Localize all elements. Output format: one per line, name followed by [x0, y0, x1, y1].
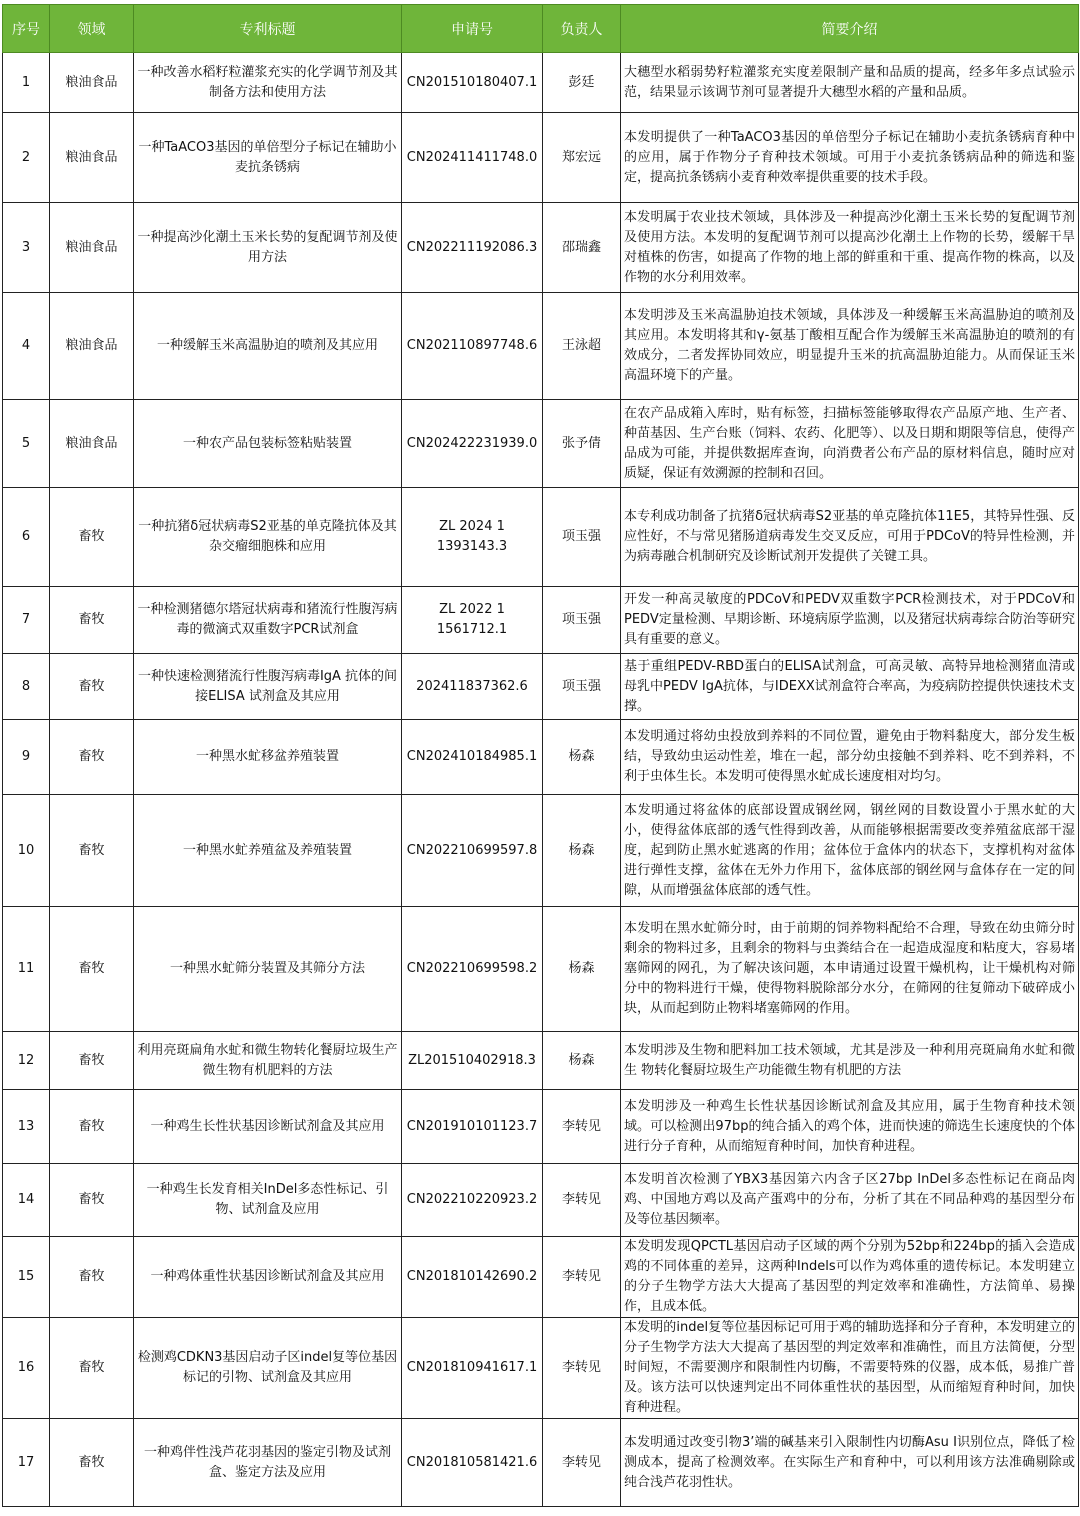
table-row: [3, 1090, 1079, 1164]
table-row: [3, 1419, 1079, 1507]
row-summary: 大穗型水稻弱势籽粒灌浆充实度差限制产量和品质的提高，经多年多点试验示范，结果显示该调节剂可显著提升大穗型水稻的产量和品质。: [621, 53, 1079, 113]
row-title: 一种黑水虻养殖盆及养殖装置: [134, 795, 402, 907]
row-title: 一种缓解玉米高温胁迫的喷剂及其应用: [134, 293, 402, 400]
row-field: 畜牧: [50, 1237, 134, 1318]
row-app: CN202210220923.2: [402, 1164, 543, 1237]
row-app: ZL201510402918.3: [402, 1032, 543, 1090]
row-field: 畜牧: [50, 1419, 134, 1507]
row-title: 一种鸡伴性浅芦花羽基因的鉴定引物及试剂盒、鉴定方法及应用: [134, 1419, 402, 1507]
row-title: 一种检测猪德尔塔冠状病毒和猪流行性腹泻病毒的微滴式双重数字PCR试剂盒: [134, 587, 402, 654]
row-summary: 本发明属于农业技术领域，具体涉及一种提高沙化潮土玉米长势的复配调节剂及使用方法。本发明的复配调节剂可以提高沙化潮土上作物的长势，缓解干旱对植株的伤害，如提高了作物的地上部的鲜重和干重、提高作物的株高，以及作物的水分利用效率。: [621, 203, 1079, 293]
row-app: CN202210699598.2: [402, 907, 543, 1032]
row-owner: 李转见: [543, 1090, 621, 1164]
row-owner: 杨森: [543, 907, 621, 1032]
row-num: 8: [3, 654, 50, 720]
row-field: 粮油食品: [50, 53, 134, 113]
table-row: [3, 1164, 1079, 1237]
row-field: 畜牧: [50, 1164, 134, 1237]
row-title: 一种黑水虻移盆养殖装置: [134, 720, 402, 795]
row-owner: 杨森: [543, 1032, 621, 1090]
row-num: 14: [3, 1164, 50, 1237]
row-num: 17: [3, 1419, 50, 1507]
row-app: CN202210699597.8: [402, 795, 543, 907]
row-owner: 杨森: [543, 795, 621, 907]
row-title: 一种黑水虻筛分装置及其筛分方法: [134, 907, 402, 1032]
row-owner: 杨森: [543, 720, 621, 795]
row-owner: 项玉强: [543, 488, 621, 587]
row-app: CN201910101123.7: [402, 1090, 543, 1164]
row-owner: 彭廷: [543, 53, 621, 113]
row-title: 一种抗猪δ冠状病毒S2亚基的单克隆抗体及其杂交瘤细胞株和应用: [134, 488, 402, 587]
row-title: 一种鸡生长发育相关InDel多态性标记、引物、试剂盒及应用: [134, 1164, 402, 1237]
table-row: [3, 1032, 1079, 1090]
row-num: 12: [3, 1032, 50, 1090]
row-summary: 本发明涉及生物和肥料加工技术领域，尤其是涉及一种利用亮斑扁角水虻和微生 物转化餐厨垃圾生产功能微生物有机肥的方法: [621, 1032, 1079, 1090]
table-row: [3, 400, 1079, 488]
row-title: 一种改善水稻籽粒灌浆充实的化学调节剂及其制备方法和使用方法: [134, 53, 402, 113]
row-summary: 基于重组PEDV-RBD蛋白的ELISA试剂盒，可高灵敏、高特异地检测猪血清或母乳中PEDV IgA抗体，与IDEXX试剂盒符合率高，为疫病防控提供快速技术支撑。: [621, 654, 1079, 720]
row-field: 粮油食品: [50, 293, 134, 400]
row-app: ZL 2024 1 1393143.3: [402, 488, 543, 587]
row-field: 粮油食品: [50, 400, 134, 488]
row-owner: 李转见: [543, 1237, 621, 1318]
row-field: 粮油食品: [50, 203, 134, 293]
row-summary: 本发明在黑水虻筛分时，由于前期的饲养物料配给不合理，导致在幼虫筛分时剩余的物料过多，且剩余的物料与虫粪结合在一起造成湿度和粘度大，容易堵塞筛网的网孔，为了解决该问题，本申请通过设置干燥机构，让干燥机构对筛分中的物料进行干燥，使得物料脱除部分水分，在筛网的往复筛动下破碎成小块，从而起到防止物料堵塞筛网的作用。: [621, 907, 1079, 1032]
header-row: [3, 5, 1079, 53]
table-row: [3, 587, 1079, 654]
table-row: [3, 654, 1079, 720]
row-summary: 本发明的indel复等位基因标记可用于鸡的辅助选择和分子育种，本发明建立的分子生物学方法大大提高了基因型的判定效率和准确性，而且方法简便，分型时间短，不需要测序和限制性内切酶，不需要特殊的仪器，成本低，易推广普及。该方法可以快速判定出不同体重性状的基因型，从而缩短育种时间，加快育种进程。: [621, 1318, 1079, 1419]
row-owner: 项玉强: [543, 587, 621, 654]
row-owner: 李转见: [543, 1164, 621, 1237]
row-field: 粮油食品: [50, 113, 134, 203]
row-num: 13: [3, 1090, 50, 1164]
row-num: 9: [3, 720, 50, 795]
row-title: 一种快速检测猪流行性腹泻病毒IgA 抗体的间接ELISA 试剂盒及其应用: [134, 654, 402, 720]
row-num: 5: [3, 400, 50, 488]
patent-table: [2, 4, 1079, 1507]
table-row: [3, 1237, 1079, 1318]
row-title: 一种TaACO3基因的单倍型分子标记在辅助小麦抗条锈病: [134, 113, 402, 203]
row-owner: 王泳超: [543, 293, 621, 400]
row-num: 6: [3, 488, 50, 587]
row-num: 3: [3, 203, 50, 293]
row-owner: 项玉强: [543, 654, 621, 720]
row-title: 一种鸡生长性状基因诊断试剂盒及其应用: [134, 1090, 402, 1164]
row-summary: 本发明涉及玉米高温胁迫技术领域，具体涉及一种缓解玉米高温胁迫的喷剂及其应用。本发明将其和γ-氨基丁酸相互配合作为缓解玉米高温胁迫的喷剂的有效成分，二者发挥协同效应，明显提升玉米的抗高温胁迫能力。从而保证玉米高温环境下的产量。: [621, 293, 1079, 400]
row-app: CN201810941617.1: [402, 1318, 543, 1419]
header-title: 专利标题: [134, 5, 402, 53]
row-app: 202411837362.6: [402, 654, 543, 720]
table-row: [3, 203, 1079, 293]
row-summary: 本发明通过改变引物3’端的碱基来引入限制性内切酶Asu Ⅰ识别位点，降低了检测成本，提高了检测效率。在实际生产和育种中，可以利用该方法准确剔除或纯合浅芦花羽性状。: [621, 1419, 1079, 1507]
row-summary: 本发明提供了一种TaACO3基因的单倍型分子标记在辅助小麦抗条锈病育种中的应用，属于作物分子育种技术领域。可用于小麦抗条锈病品种的筛选和鉴定，提高抗条锈病小麦育种效率提供重要的技术手段。: [621, 113, 1079, 203]
row-num: 2: [3, 113, 50, 203]
header-field: 领域: [50, 5, 134, 53]
row-title: 一种鸡体重性状基因诊断试剂盒及其应用: [134, 1237, 402, 1318]
header-owner: 负责人: [543, 5, 621, 53]
row-summary: 在农产品成箱入库时，贴有标签，扫描标签能够取得农产品原产地、生产者、种苗基因、生产台账（饲料、农药、化肥等）、以及日期和期限等信息，使得产品成为可能，并提供数据库查询，向消费者公布产品的原材料信息，随时应对质疑，保证有效溯源的控制和召回。: [621, 400, 1079, 488]
row-field: 畜牧: [50, 1032, 134, 1090]
header-num: 序号: [3, 5, 50, 53]
row-field: 畜牧: [50, 587, 134, 654]
row-owner: 邵瑞鑫: [543, 203, 621, 293]
row-num: 16: [3, 1318, 50, 1419]
table-row: [3, 907, 1079, 1032]
row-summary: 本发明发现QPCTL基因启动子区域的两个分别为52bp和224bp的插入会造成鸡的不同体重的差异，这两种Indels可以作为鸡体重的遗传标记。本发明建立的分子生物学方法大大提高了基因型的判定效率和准确性，方法简单、易操作，且成本低。: [621, 1237, 1079, 1318]
row-num: 4: [3, 293, 50, 400]
row-app: CN202422231939.0: [402, 400, 543, 488]
row-summary: 本专利成功制备了抗猪δ冠状病毒S2亚基的单克隆抗体11E5，其特异性强、反应性好，不与常见猪肠道病毒发生交叉反应，可用于PDCoV的特异性检测，并为病毒融合机制研究及诊断试剂开发提供了关键工具。: [621, 488, 1079, 587]
row-owner: 张予倩: [543, 400, 621, 488]
row-app: CN201510180407.1: [402, 53, 543, 113]
header-app: 申请号: [402, 5, 543, 53]
row-field: 畜牧: [50, 488, 134, 587]
row-owner: 李转见: [543, 1318, 621, 1419]
row-owner: 李转见: [543, 1419, 621, 1507]
row-field: 畜牧: [50, 795, 134, 907]
row-owner: 郑宏远: [543, 113, 621, 203]
table-row: [3, 293, 1079, 400]
row-num: 15: [3, 1237, 50, 1318]
row-title: 一种农产品包装标签粘贴装置: [134, 400, 402, 488]
table-row: [3, 488, 1079, 587]
table-row: [3, 113, 1079, 203]
row-app: CN202411411748.0: [402, 113, 543, 203]
row-app: CN201810581421.6: [402, 1419, 543, 1507]
table-row: [3, 1318, 1079, 1419]
table-row: [3, 795, 1079, 907]
row-num: 10: [3, 795, 50, 907]
table-row: [3, 720, 1079, 795]
row-title: 一种提高沙化潮土玉米长势的复配调节剂及使用方法: [134, 203, 402, 293]
row-field: 畜牧: [50, 720, 134, 795]
row-num: 7: [3, 587, 50, 654]
row-app: ZL 2022 1 1561712.1: [402, 587, 543, 654]
row-title: 检测鸡CDKN3基因启动子区indel复等位基因标记的引物、试剂盒及其应用: [134, 1318, 402, 1419]
row-summary: 本发明通过将盆体的底部设置成钢丝网，钢丝网的目数设置小于黑水虻的大小，使得盆体底部的透气性得到改善，从而能够根据需要改变养殖盆底部干湿度，起到防止黑水虻逃离的作用；盆体位于盒体内的状态下，支撑机构对盆体进行弹性支撑，盆体在无外力作用下，盆体底部的钢丝网与盒体存在一定的间隙，从而增强盆体底部的透气性。: [621, 795, 1079, 907]
row-app: CN201810142690.2: [402, 1237, 543, 1318]
row-summary: 本发明首次检测了YBX3基因第六内含子区27bp InDel多态性标记在商品肉鸡、中国地方鸡以及高产蛋鸡中的分布，分析了其在不同品种鸡的基因型分布及等位基因频率。: [621, 1164, 1079, 1237]
row-num: 11: [3, 907, 50, 1032]
row-app: CN202110897748.6: [402, 293, 543, 400]
row-field: 畜牧: [50, 907, 134, 1032]
row-summary: 本发明通过将幼虫投放到养料的不同位置，避免由于物料黏度大，部分发生板结，导致幼虫运动性差，堆在一起，部分幼虫接触不到养料、吃不到养料，不利于虫体生长。本发明可使得黑水虻成长速度相对均匀。: [621, 720, 1079, 795]
row-summary: 本发明涉及一种鸡生长性状基因诊断试剂盒及其应用，属于生物育种技术领域。可以检测出97bp的纯合插入的鸡个体，进而快速的筛选生长速度快的个体进行分子育种，从而缩短育种时间，加快育种进程。: [621, 1090, 1079, 1164]
table-row: [3, 53, 1079, 113]
row-field: 畜牧: [50, 1318, 134, 1419]
row-field: 畜牧: [50, 654, 134, 720]
row-field: 畜牧: [50, 1090, 134, 1164]
row-num: 1: [3, 53, 50, 113]
row-title: 利用亮斑扁角水虻和微生物转化餐厨垃圾生产微生物有机肥料的方法: [134, 1032, 402, 1090]
row-app: CN202211192086.3: [402, 203, 543, 293]
row-app: CN202410184985.1: [402, 720, 543, 795]
row-summary: 开发一种高灵敏度的PDCoV和PEDV双重数字PCR检测技术，对于PDCoV和PEDV定量检测、早期诊断、环境病原学监测，以及猪冠状病毒综合防治等研究具有重要的意义。: [621, 587, 1079, 654]
header-summary: 简要介绍: [621, 5, 1079, 53]
